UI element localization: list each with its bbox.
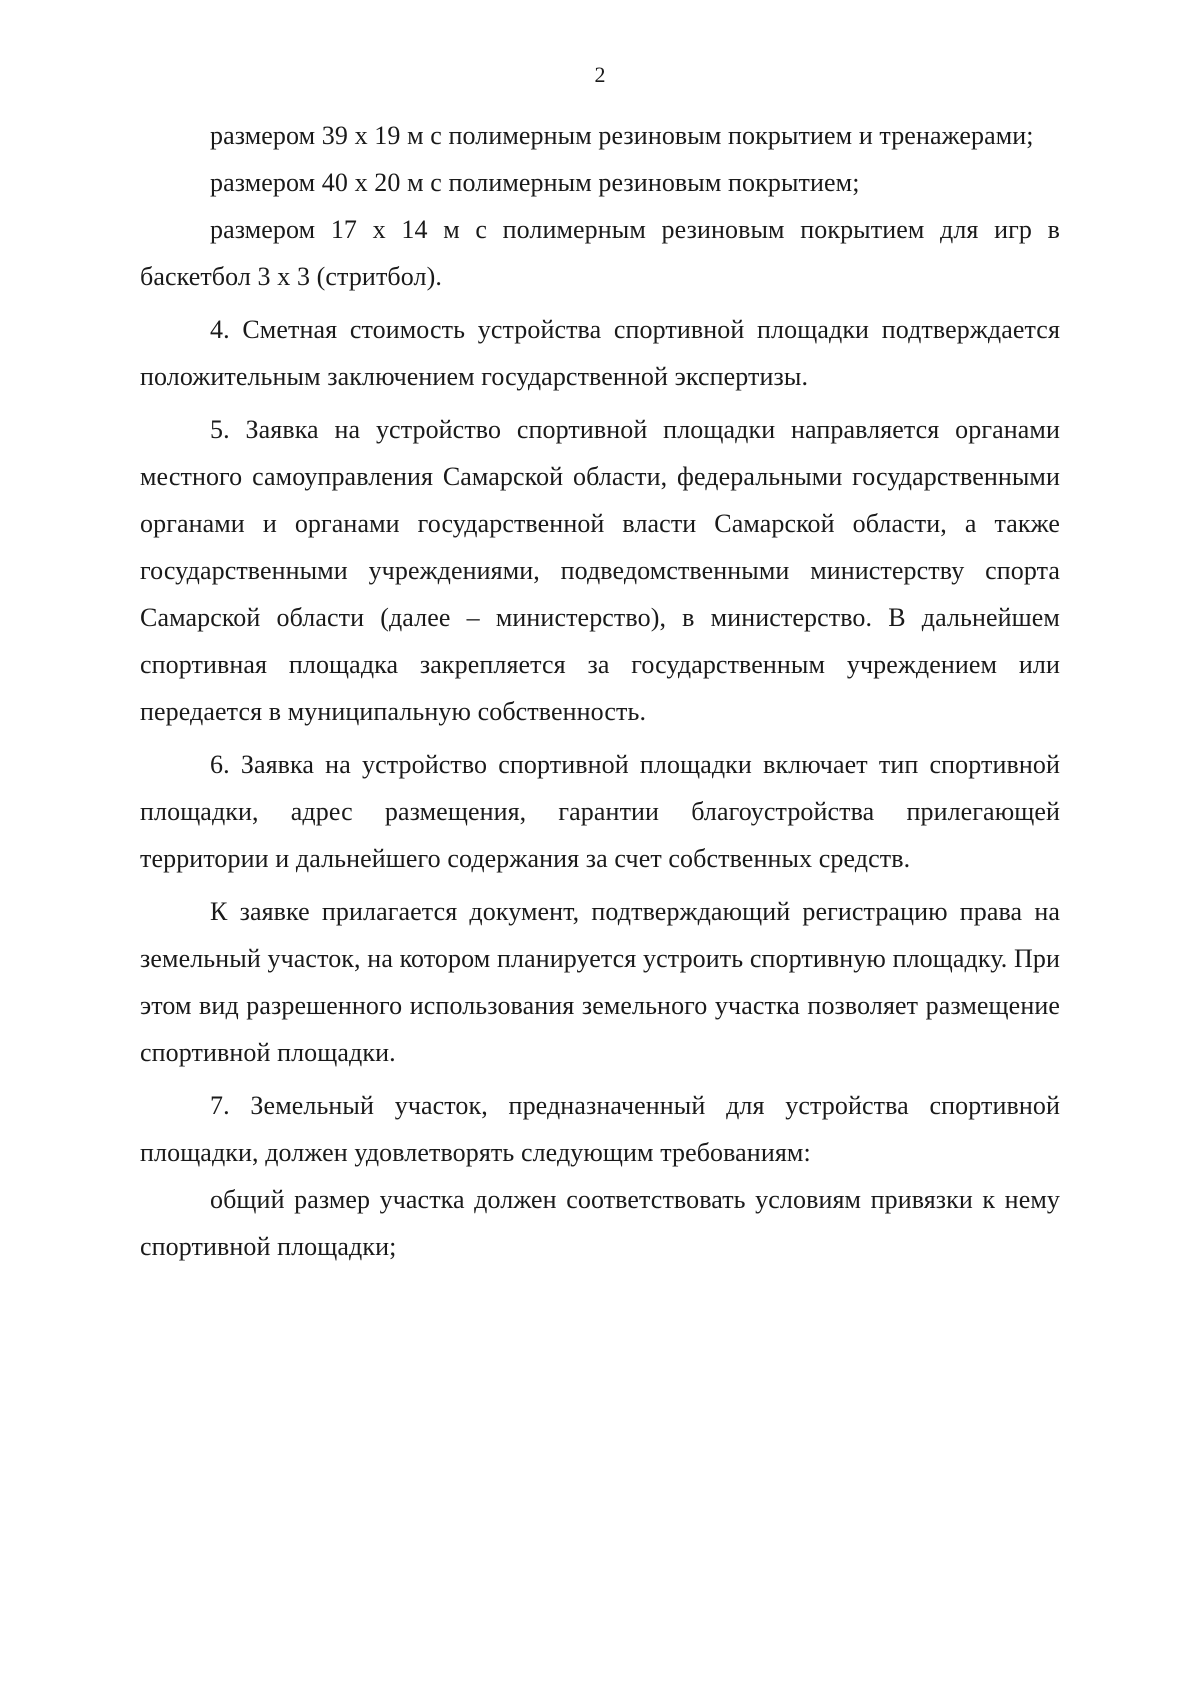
page-number: 2 — [594, 62, 606, 87]
paragraph-size-39x19: размером 39 х 19 м с полимерным резиновым покрытием и тренажерами; — [210, 121, 1034, 150]
paragraph-item-4: 4. Сметная стоимость устройства спортивной площадки подтверждается положительным заключением государственной экспертизы. — [140, 315, 1060, 391]
paragraph-requirement-size: общий размер участка должен соответствовать условиям привязки к нему спортивной площадки; — [140, 1185, 1060, 1261]
paragraph-item-7: 7. Земельный участок, предназначенный для устройства спортивной площадки, должен удовлетворять следующим требованиям: — [140, 1091, 1060, 1167]
paragraph-item-5: 5. Заявка на устройство спортивной площадки направляется органами местного самоуправления Самарской области, федеральными государственными органами и органами государственной власти Самарской области, а также государственными учреждениями, подведомственными министерству спорта Самарской области (далее – министерство), в министерство. В дальнейшем спортивная площадка закрепляется за государственным учреждением или передается в муниципальную собственность. — [140, 415, 1060, 726]
paragraph-item-6: 6. Заявка на устройство спортивной площадки включает тип спортивной площадки, адрес размещения, гарантии благоустройства прилегающей территории и дальнейшего содержания за счет собственных средств. — [140, 750, 1060, 873]
paragraph-attachment: К заявке прилагается документ, подтверждающий регистрацию права на земельный участок, на котором планируется устроить спортивную площадку. При этом вид разрешенного использования земельного участка позволяет размещение спортивной площадки. — [140, 897, 1060, 1067]
paragraph-size-17x14: размером 17 х 14 м с полимерным резиновым покрытием для игр в баскетбол 3 х 3 (стритбол). — [140, 215, 1060, 291]
paragraph-size-40x20: размером 40 х 20 м с полимерным резиновым покрытием; — [210, 168, 860, 197]
document-body — [140, 112, 1060, 1270]
